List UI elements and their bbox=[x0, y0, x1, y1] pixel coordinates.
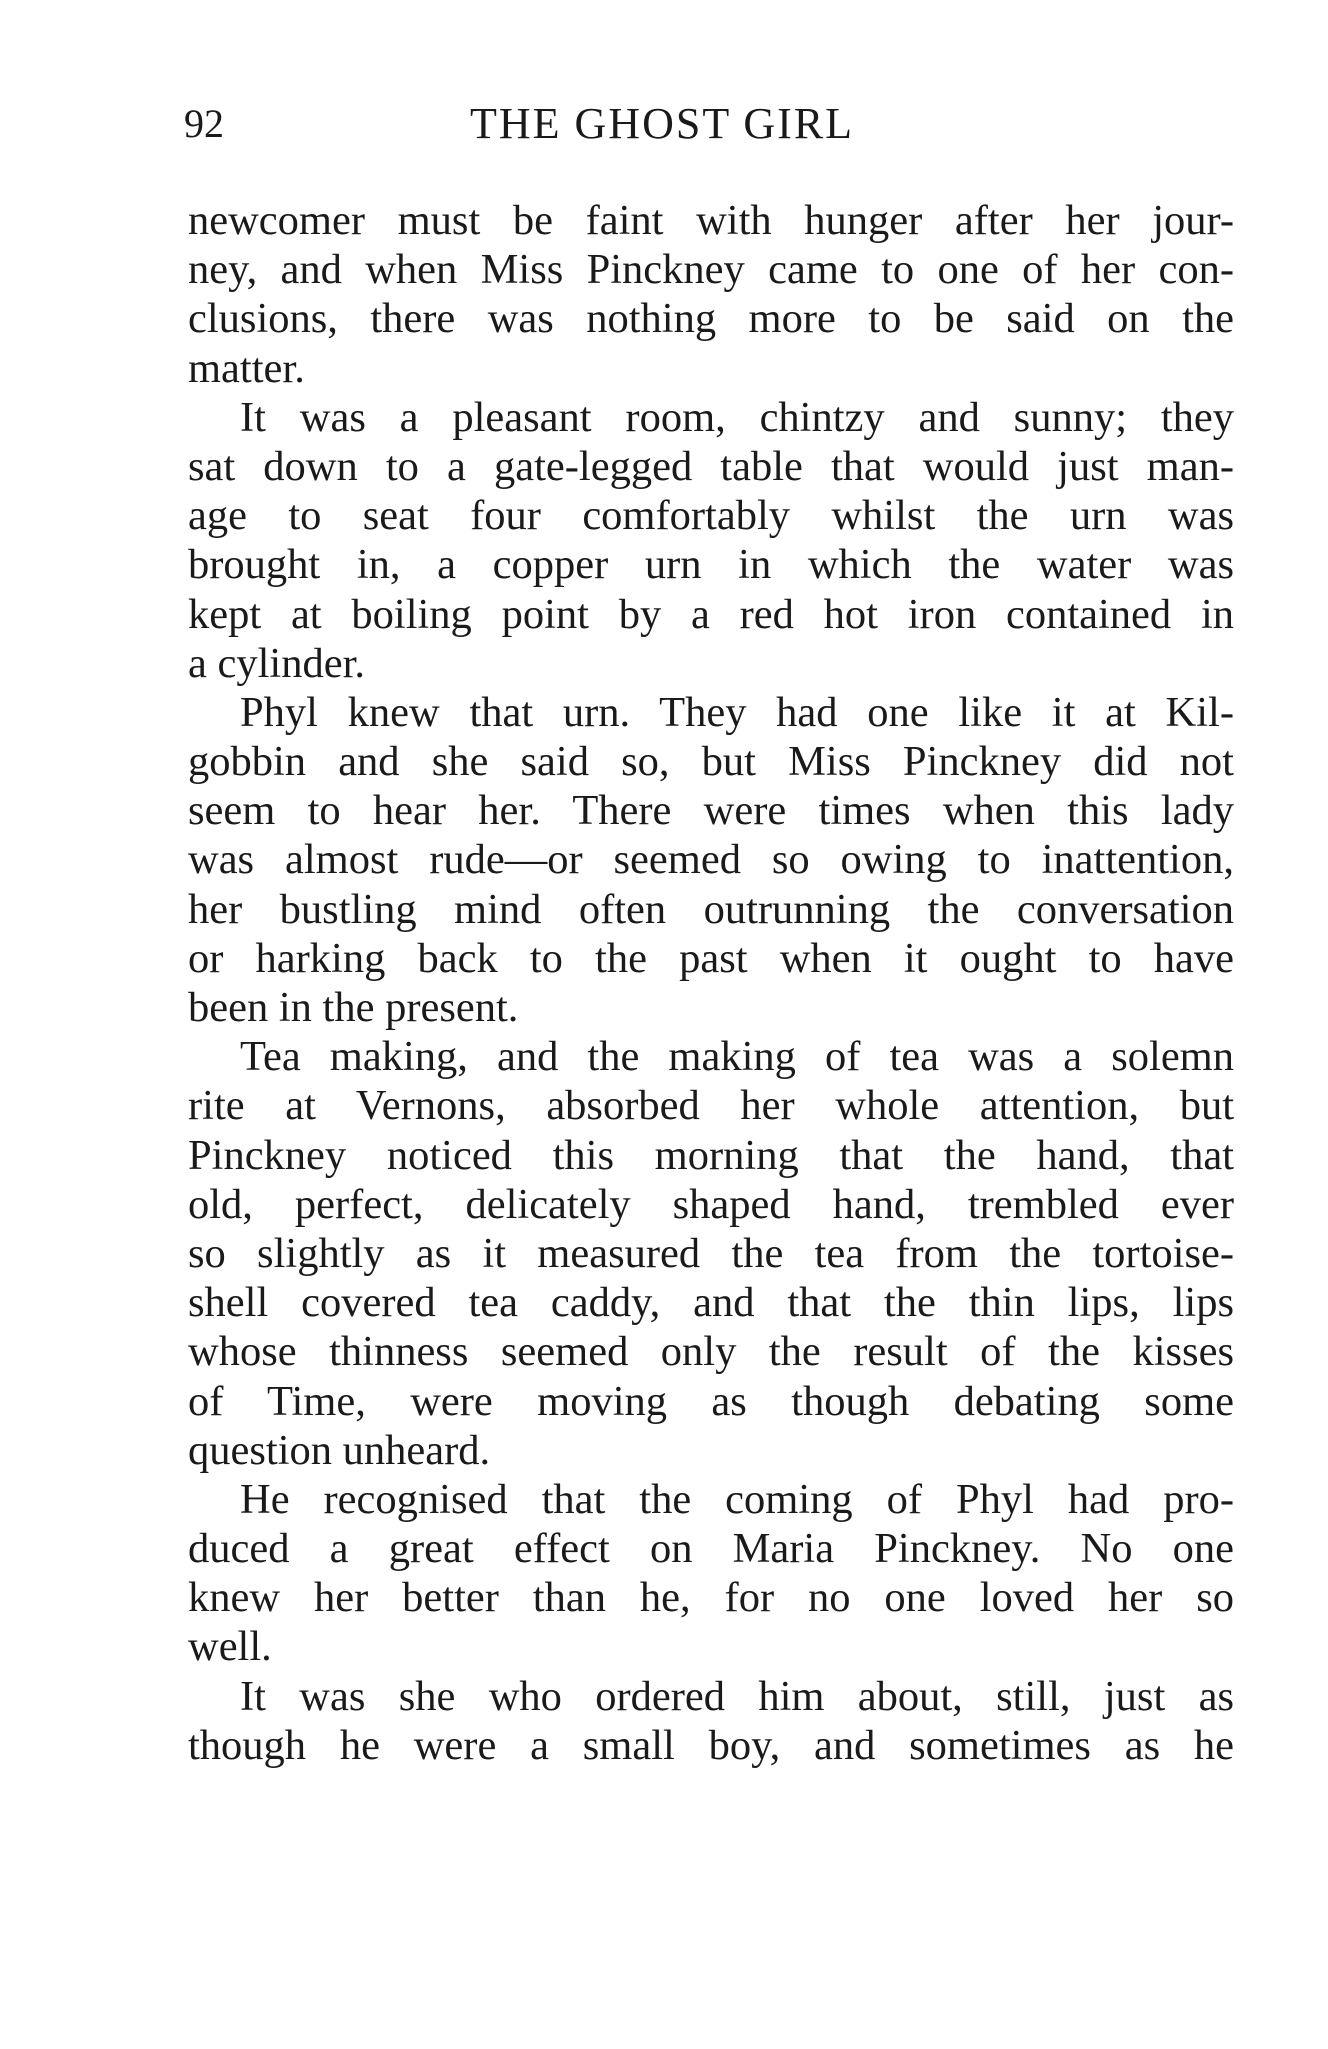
text-line: her bustling mind often outrunning the conversation bbox=[188, 885, 1234, 933]
text-line: knew her better than he, for no one loved her so bbox=[188, 1574, 1234, 1622]
text-line: brought in, a copper urn in which the water was bbox=[188, 541, 1234, 589]
text-line: old, perfect, delicately shaped hand, trembled ever bbox=[188, 1180, 1234, 1228]
text-line: gobbin and she said so, but Miss Pinckney did not bbox=[188, 738, 1234, 786]
text-line: a cylinder. bbox=[188, 639, 366, 687]
text-line: seem to hear her. There were times when this lady bbox=[188, 787, 1234, 835]
text-line: of Time, were moving as though debating some bbox=[188, 1377, 1234, 1425]
text-line: question unheard. bbox=[188, 1426, 491, 1474]
text-line: duced a great effect on Maria Pinckney. No one bbox=[188, 1525, 1234, 1573]
text-line: was almost rude—or seemed so owing to inattention, bbox=[188, 836, 1234, 884]
text-line: He recognised that the coming of Phyl had pro- bbox=[240, 1475, 1234, 1523]
text-line: well. bbox=[188, 1623, 272, 1671]
text-line: matter. bbox=[188, 344, 305, 392]
running-title: THE GHOST GIRL bbox=[470, 99, 855, 148]
text-line: ney, and when Miss Pinckney came to one of her con- bbox=[188, 246, 1234, 294]
text-line: Phyl knew that urn. They had one like it at Kil- bbox=[240, 688, 1234, 736]
text-line: newcomer must be faint with hunger after her jour- bbox=[188, 197, 1234, 244]
text-line: rite at Vernons, absorbed her whole attention, but bbox=[188, 1082, 1234, 1130]
text-line: sat down to a gate-legged table that would just man- bbox=[188, 442, 1234, 490]
body-text bbox=[188, 196, 1234, 1770]
text-line: Tea making, and the making of tea was a solemn bbox=[240, 1033, 1234, 1081]
text-line: Pinckney noticed this morning that the hand, that bbox=[188, 1131, 1234, 1179]
text-line: whose thinness seemed only the result of the kisses bbox=[188, 1328, 1234, 1376]
text-line: though he were a small boy, and sometimes as he bbox=[188, 1721, 1234, 1769]
text-line: so slightly as it measured the tea from the tortoise- bbox=[188, 1229, 1234, 1277]
text-line: shell covered tea caddy, and that the thin lips, lips bbox=[188, 1279, 1234, 1327]
text-line: or harking back to the past when it ought to have bbox=[188, 934, 1234, 982]
text-line: It was a pleasant room, chintzy and sunny; they bbox=[240, 393, 1234, 441]
page-number: 92 bbox=[184, 101, 224, 146]
text-line: been in the present. bbox=[188, 984, 519, 1031]
text-line: kept at boiling point by a red hot iron contained in bbox=[188, 590, 1234, 638]
text-line: It was she who ordered him about, still, just as bbox=[240, 1672, 1234, 1720]
text-line: clusions, there was nothing more to be said on the bbox=[188, 295, 1234, 343]
text-line: age to seat four comfortably whilst the urn was bbox=[188, 492, 1234, 540]
